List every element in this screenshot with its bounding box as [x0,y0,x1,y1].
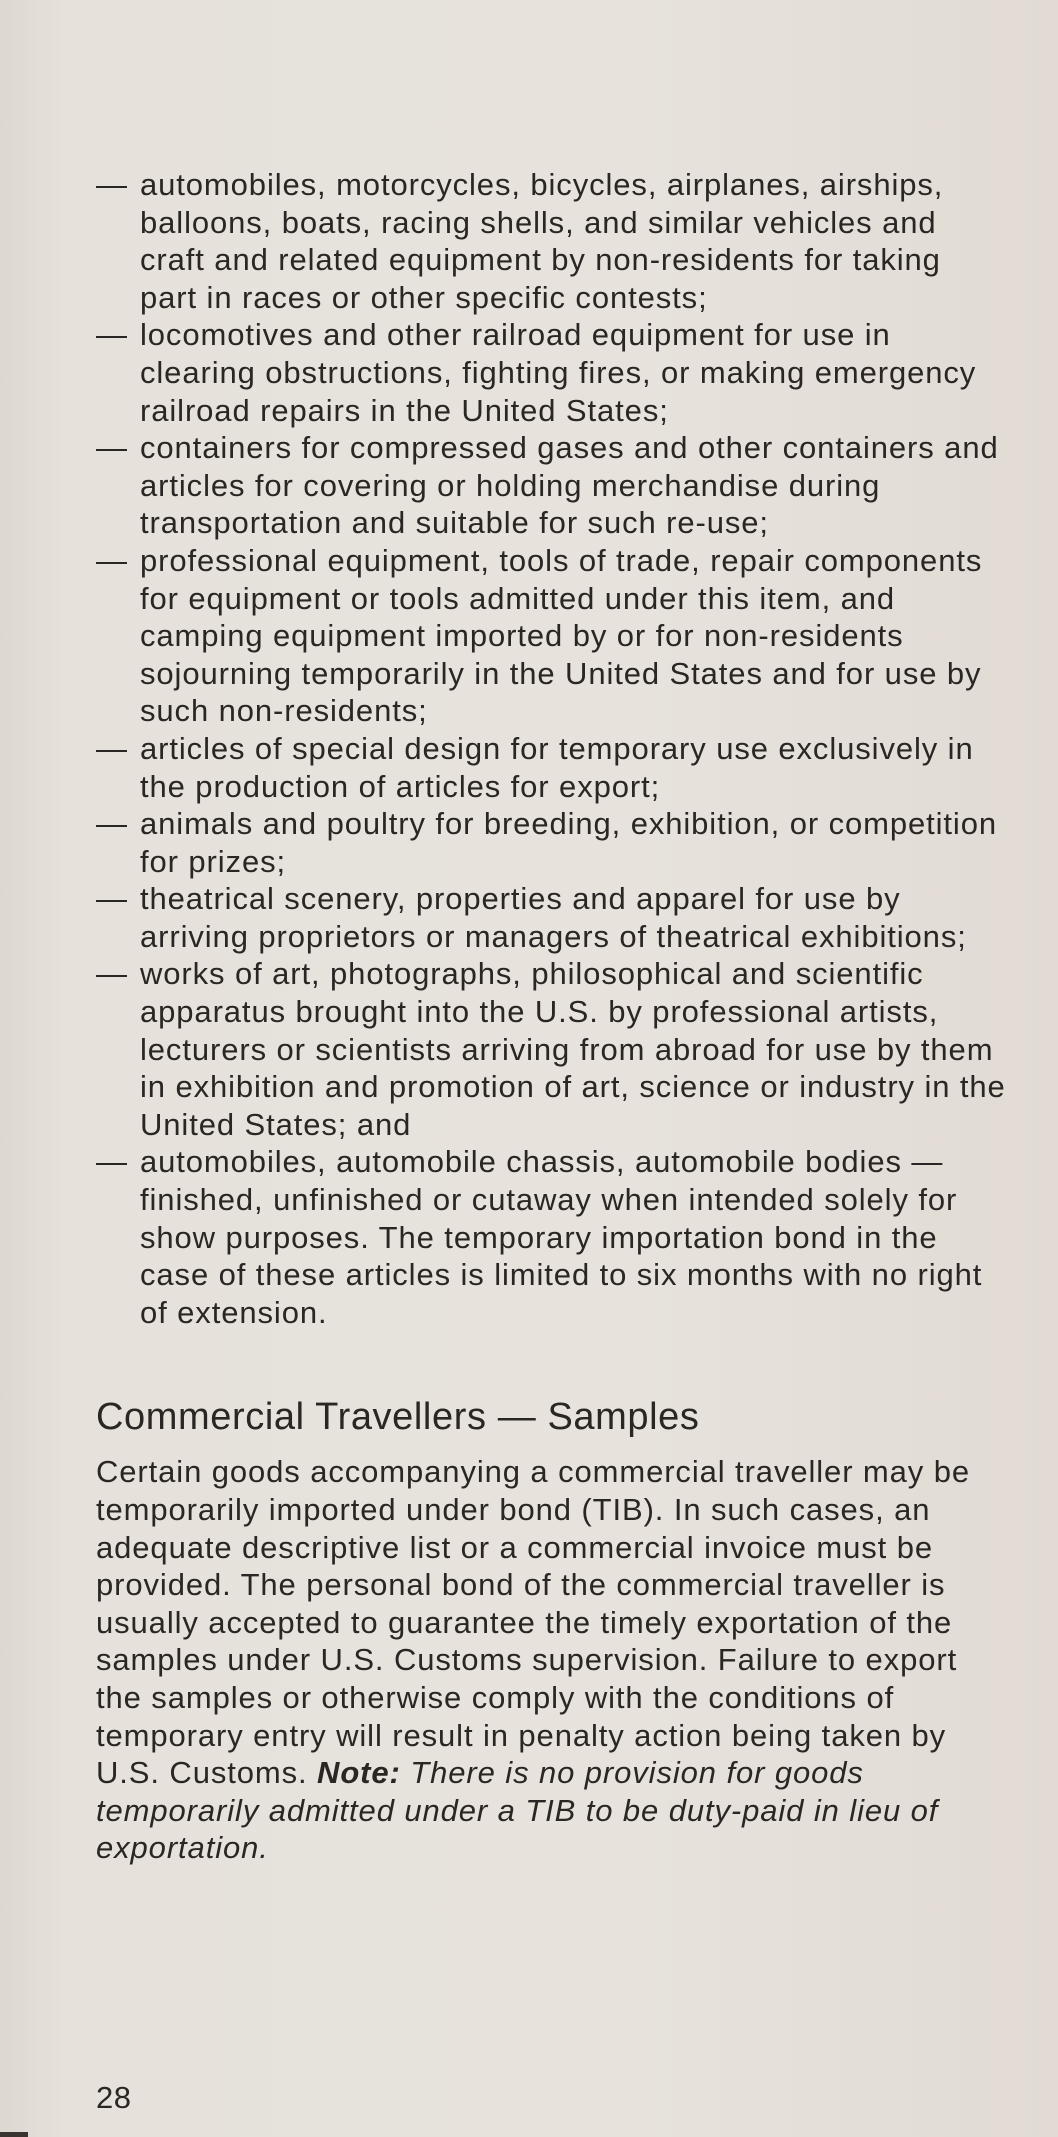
section-body-text: Certain goods accompanying a commercial traveller may be temporarily imported under bond (TIB). In such cases, an adequate descriptive list or a commercial invoice must be provided. The personal bond of the commercial traveller is usually accepted to guarantee the timely exportation of the samples under U.S. Customs supervision. Failure to export the samples or otherwise comply with the conditions of temporary entry will result in penalty action being taken by U.S. Customs. [96,1454,970,1791]
list-dash: — [96,430,128,466]
list-dash: — [96,881,128,917]
list-item [96,880,1006,955]
list-item [96,730,1006,805]
list-dash: — [96,730,128,766]
list-dash: — [96,542,128,578]
list-item [96,1143,1006,1331]
list-item [96,805,1006,880]
list-item-text: professional equipment, tools of trade, repair components for equipment or tools admitted under this item, and camping equipment imported by or for non-residents sojourning temporarily in the United States and for use by such non-residents; [140,542,983,729]
note-label: Note: [317,1755,401,1791]
list-item-text: works of art, photographs, philosophical and scientific apparatus brought into the U.S. by professional artists, lecturers or scientists arriving from abroad for use by them in exhibition and promotion of art, science or industry in the United States; and [140,956,1006,1142]
list-item-text: containers for compressed gases and other containers and articles for covering or holding merchandise during transportation and suitable for such re-use; [140,430,999,541]
list-dash: — [96,167,128,202]
list-item [96,542,1006,730]
list-item-text: theatrical scenery, properties and apparel for use by arriving proprietors or managers of theatrical exhibitions; [140,881,967,954]
list-item-text: animals and poultry for breeding, exhibition, or competition for prizes; [140,806,998,879]
list-item-text: articles of special design for temporary use exclusively in the production of articles for export; [140,730,974,804]
page-content [96,166,1006,1867]
page-number: 28 [96,2080,132,2115]
eligible-articles-list [96,166,1006,1331]
section-body [96,1453,1006,1867]
list-dash: — [96,1144,128,1180]
list-item [96,955,1006,1143]
list-item-text: automobiles, automobile chassis, automobile bodies — finished, unfinished or cutaway when intended solely for show purposes. The temporary importation bond in the case of these articles is limited to six months with no right of extension. [140,1144,983,1330]
list-item-text: automobiles, motorcycles, bicycles, airplanes, airships, balloons, boats, racing shells, and similar vehicles and craft and related equipment by non-residents for taking part in races or other specific contests; [140,167,944,315]
list-item [96,429,1006,542]
list-dash: — [96,806,128,842]
list-dash: — [96,956,128,992]
page-edge-mark [0,2132,28,2137]
list-item-text: locomotives and other railroad equipment for use in clearing obstructions, fighting fires, or making emergency railroad repairs in the United States; [140,317,977,428]
note-text: There is no provision for goods temporarily admitted under a TIB to be duty-paid in lieu of exportation. [96,1755,939,1866]
list-item [96,316,1006,429]
list-dash: — [96,317,128,353]
list-item [96,166,1006,316]
section-heading: Commercial Travellers — Samples [96,1396,700,1439]
